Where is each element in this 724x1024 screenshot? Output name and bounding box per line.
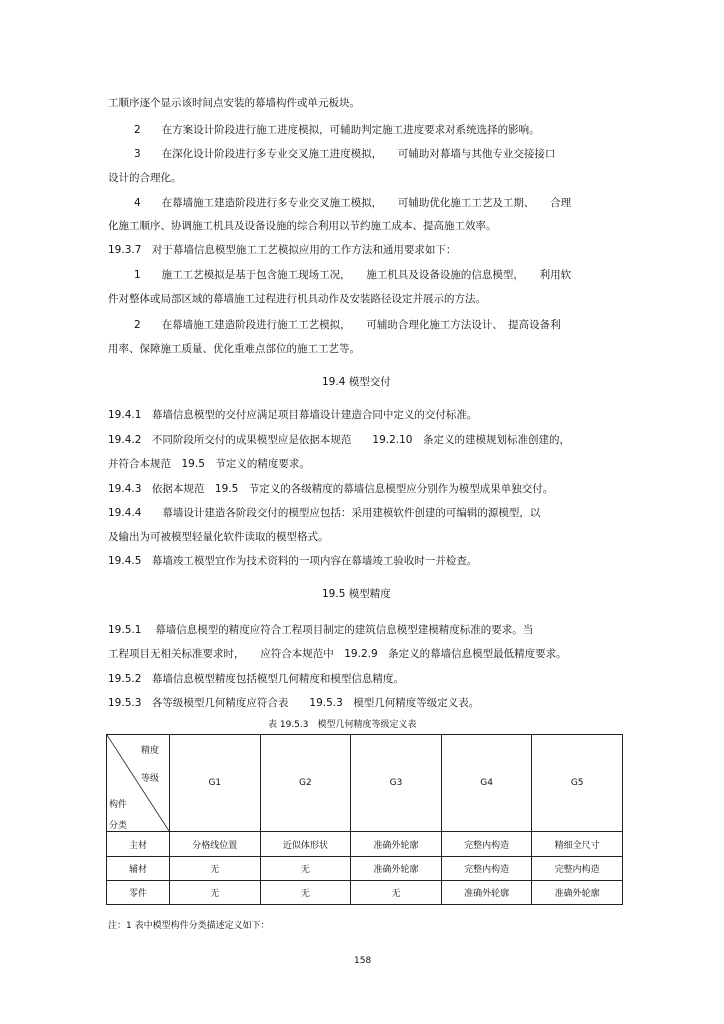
paragraph-line: 19.4.1 幕墙信息模型的交付应满足项目幕墙设计建造合同中定义的交付标准。 xyxy=(108,409,478,421)
paragraph-line: 设计的合理化。 xyxy=(108,172,182,184)
column-header: G2 xyxy=(260,735,351,832)
column-header: G5 xyxy=(532,735,623,832)
table-row xyxy=(107,832,623,857)
paragraph-line: 1 施工工艺模拟是基于包含施工现场工况， 施工机具及设备设施的信息模型， 利用软 xyxy=(134,269,572,281)
paragraph-line: 工顺序逐个显示该时间点安装的幕墙构件或单元板块。 xyxy=(108,97,360,109)
table-cell: 准确外轮廓 xyxy=(441,881,532,905)
paragraph-line: 19.5.2 幕墙信息模型精度包括模型几何精度和模型信息精度。 xyxy=(108,673,404,685)
table-header-row xyxy=(107,735,623,832)
table-cell: 分格线位置 xyxy=(170,832,261,857)
column-header: G1 xyxy=(170,735,261,832)
page-number: 158 xyxy=(354,956,372,966)
table-cell: 无 xyxy=(260,881,351,905)
diagonal-header-cell xyxy=(107,735,170,832)
paragraph-line: 19.4.2 不同阶段所交付的成果模型应是依据本规范 19.2.10 条定义的建模规划标准创建的， xyxy=(108,434,570,446)
paragraph-line: 3 在深化设计阶段进行多专业交叉施工进度模拟， 可辅助对幕墙与其他专业交接接口 xyxy=(134,148,556,160)
section-heading: 19.4 模型交付 xyxy=(322,376,391,388)
table-cell: 无 xyxy=(260,857,351,881)
row-category: 主材 xyxy=(107,832,170,857)
paragraph-line: 件对整体或局部区域的幕墙施工过程进行机具动作及安装路径设定并展示的方法。 xyxy=(108,293,486,305)
table-cell: 无 xyxy=(351,881,442,905)
paragraph-line: 并符合本规范 19.5 节定义的精度要求。 xyxy=(108,458,310,470)
precision-table xyxy=(106,734,623,905)
table-cell: 完整内构造 xyxy=(441,857,532,881)
paragraph-line: 19.3.7 对于幕墙信息模型施工工艺模拟应用的工作方法和通用要求如下： xyxy=(108,244,457,256)
paragraph-line: 19.4.3 依据本规范 19.5 节定义的各级精度的幕墙信息模型应分别作为模型成果单独交付。 xyxy=(108,483,554,495)
table-cell: 完整内构造 xyxy=(532,857,623,881)
paragraph-line: 2 在方案设计阶段进行施工进度模拟，可辅助判定施工进度要求对系统选择的影响。 xyxy=(134,124,540,136)
paragraph-line: 化施工顺序、协调施工机具及设备设施的综合利用以节约施工成本、提高施工效率。 xyxy=(108,220,497,232)
row-category: 辅材 xyxy=(107,857,170,881)
paragraph-line: 19.4.4 幕墙设计建造各阶段交付的模型应包括：采用建模软件创建的可编辑的源模型，以 xyxy=(108,507,541,519)
table-row xyxy=(107,857,623,881)
paragraph-line: 19.5.3 各等级模型几何精度应符合表 19.5.3 模型几何精度等级定义表。 xyxy=(108,697,480,709)
paragraph-line: 及输出为可被模型轻量化软件读取的模型格式。 xyxy=(108,531,329,543)
table-cell: 无 xyxy=(170,857,261,881)
diag-label-component: 构件 xyxy=(109,800,128,810)
table-cell: 准确外轮廓 xyxy=(532,881,623,905)
diag-label-level: 等级 xyxy=(141,774,160,784)
diag-label-precision: 精度 xyxy=(141,746,160,756)
table-caption: 表 19.5.3 模型几何精度等级定义表 xyxy=(268,720,417,730)
paragraph-line: 工程项目无相关标准要求时， 应符合本规范中 19.2.9 条定义的幕墙信息模型最低精度要求。 xyxy=(108,648,567,660)
table-cell: 近似体形状 xyxy=(260,832,351,857)
paragraph-line: 19.5.1 幕墙信息模型的精度应符合工程项目制定的建筑信息模型建模精度标准的要求。当 xyxy=(108,624,534,636)
paragraph-line: 19.4.5 幕墙竣工模型宜作为技术资料的一项内容在幕墙竣工验收时一并检查。 xyxy=(108,555,478,567)
table-row xyxy=(107,881,623,905)
paragraph-line: 用率、保障施工质量、优化重难点部位的施工工艺等。 xyxy=(108,343,360,355)
column-header: G3 xyxy=(351,735,442,832)
table-cell: 完整内构造 xyxy=(441,832,532,857)
table-note: 注：1 表中模型构件分类描述定义如下： xyxy=(108,921,270,931)
table-cell: 无 xyxy=(170,881,261,905)
paragraph-line: 4 在幕墙施工建造阶段进行多专业交叉施工模拟， 可辅助优化施工工艺及工期、 合理 xyxy=(134,197,572,209)
paragraph-line: 2 在幕墙施工建造阶段进行施工工艺模拟， 可辅助合理化施工方法设计、 提高设备利 xyxy=(134,319,561,331)
table-cell: 准确外轮廓 xyxy=(351,857,442,881)
table-cell: 精细全尺寸 xyxy=(532,832,623,857)
column-header: G4 xyxy=(441,735,532,832)
row-category: 零件 xyxy=(107,881,170,905)
section-heading: 19.5 模型精度 xyxy=(322,588,391,600)
table-cell: 准确外轮廓 xyxy=(351,832,442,857)
diag-label-category: 分类 xyxy=(109,821,128,831)
diagonal-line xyxy=(107,735,169,831)
